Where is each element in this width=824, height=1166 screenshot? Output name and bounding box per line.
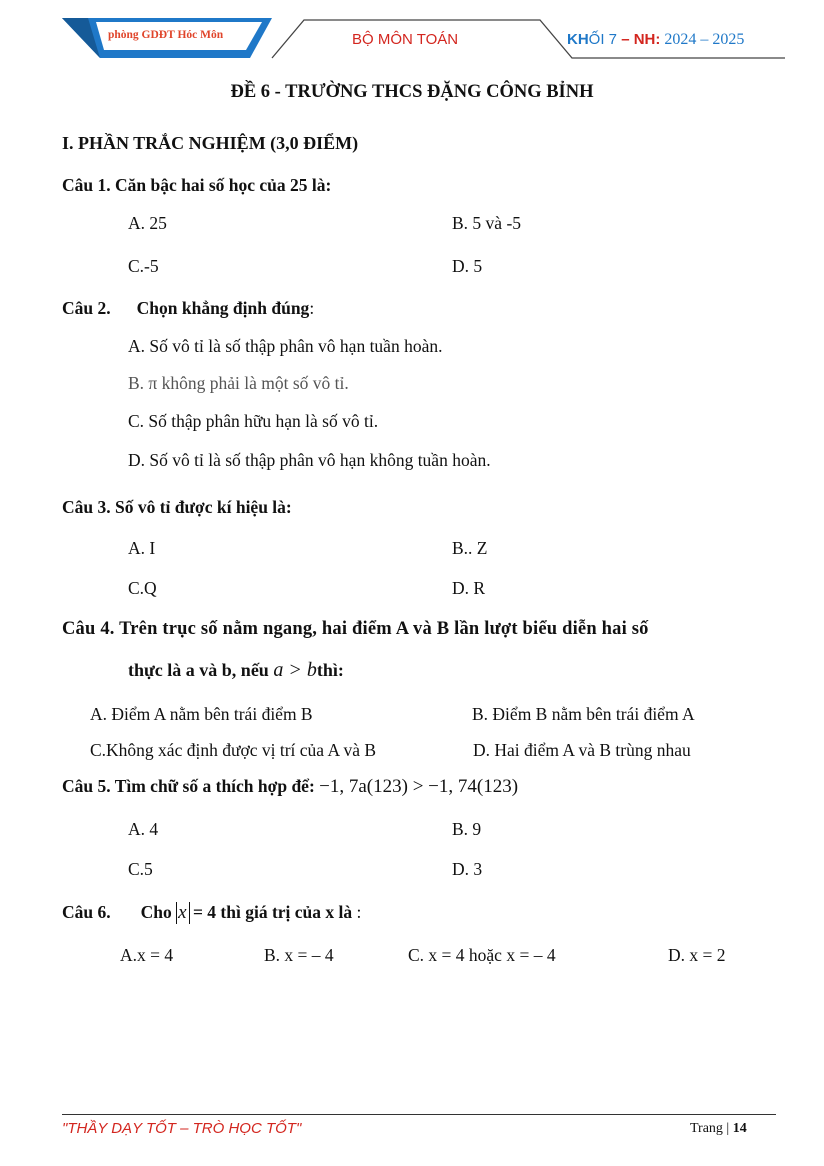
question-text-2: thực là a và b, nếu xyxy=(128,660,269,680)
question-1 xyxy=(62,175,331,196)
page-number-value: 14 xyxy=(732,1121,747,1136)
question-label: Câu 4. xyxy=(62,619,115,639)
question-text-3: thì: xyxy=(316,660,344,680)
question-label: Câu 5. xyxy=(62,776,111,796)
option-d: D. 3 xyxy=(452,859,483,879)
section-heading: I. PHẦN TRẮC NGHIỆM (3,0 ĐIỂM) xyxy=(62,133,359,153)
question-label: Câu 6. xyxy=(62,902,111,922)
question-4 xyxy=(62,619,649,640)
option-d: D. x = 2 xyxy=(668,945,726,965)
option-c: C.Không xác định được vị trí của A và B xyxy=(90,740,377,760)
option-d: D. Hai điểm A và B trùng nhau xyxy=(473,740,691,760)
grade-kh: KH xyxy=(567,31,589,48)
abs-bar-left xyxy=(176,902,177,924)
option-d: D. Số vô tỉ là số thập phân vô hạn không tuần hoàn. xyxy=(128,450,491,470)
question-4-line2 xyxy=(128,659,344,682)
header-subject: BỘ MÔN TOÁN xyxy=(352,31,459,48)
question-text-pre: Cho xyxy=(140,902,172,922)
question-label: Câu 1. xyxy=(62,175,111,195)
option-d: D. R xyxy=(452,578,486,598)
option-c: C.5 xyxy=(128,859,153,879)
question-text: Căn bậc hai số học của 25 là: xyxy=(115,175,332,195)
question-2 xyxy=(62,298,314,319)
question-3 xyxy=(62,497,292,518)
grade-dash: – xyxy=(617,31,634,48)
footer-slogan: "THẦY DẠY TỐT – TRÒ HỌC TỐT" xyxy=(62,1120,302,1137)
inequality-a-gt-b: a > b xyxy=(273,659,317,681)
grade-nh: NH: xyxy=(633,31,661,48)
variable-x: x xyxy=(178,902,187,923)
question-text-post: = 4 thì giá trị của x là xyxy=(192,902,353,922)
question-text: Số vô tỉ được kí hiệu là: xyxy=(115,497,292,517)
option-c: C.Q xyxy=(128,578,157,598)
option-b: B. π không phải là một số vô tỉ. xyxy=(128,373,349,393)
question-suffix: : xyxy=(309,298,315,318)
header-badge: phòng GDĐT Hóc Môn xyxy=(108,29,224,41)
question-5 xyxy=(62,776,518,798)
question-label: Câu 3. xyxy=(62,497,111,517)
question-6 xyxy=(62,902,361,924)
option-b: B. 9 xyxy=(452,819,482,839)
header-grade xyxy=(567,31,744,49)
grade-years: 2024 – 2025 xyxy=(660,31,745,48)
page-label: Trang | xyxy=(690,1121,730,1136)
option-b: B. 5 và -5 xyxy=(452,213,522,233)
grade-oi: ỐI 7 xyxy=(588,31,618,48)
expression: −1, 7a(123) > −1, 74(123) xyxy=(319,776,519,797)
option-b: B.. Z xyxy=(452,538,488,558)
option-a: A. Điểm A nằm bên trái điểm B xyxy=(90,704,313,724)
option-a: A. 4 xyxy=(128,819,159,839)
question-suffix: : xyxy=(352,902,362,922)
question-text: Tìm chữ số a thích hợp để: xyxy=(114,776,315,796)
page-title: ĐỀ 6 - TRƯỜNG THCS ĐẶNG CÔNG BỈNH xyxy=(230,82,594,102)
option-b: B. Điểm B nằm bên trái điểm A xyxy=(472,704,695,724)
page-number xyxy=(690,1121,747,1137)
question-text: Chọn khẳng định đúng xyxy=(136,298,310,318)
option-b: B. x = – 4 xyxy=(264,945,334,965)
question-text: Trên trục số nằm ngang, hai điểm A và B lần lượt biểu diễn hai số xyxy=(119,619,649,639)
option-c: C.-5 xyxy=(128,256,159,276)
option-c: C. x = 4 hoặc x = – 4 xyxy=(408,945,556,965)
option-a: A. Số vô tỉ là số thập phân vô hạn tuần hoàn. xyxy=(128,336,443,356)
footer-divider xyxy=(62,1114,776,1115)
option-d: D. 5 xyxy=(452,256,483,276)
option-a: A. 25 xyxy=(128,213,167,233)
abs-bar-right xyxy=(189,902,190,924)
option-a: A. I xyxy=(128,538,156,558)
question-label: Câu 2. xyxy=(62,298,111,318)
option-a: A.x = 4 xyxy=(120,945,174,965)
option-c: C. Số thập phân hữu hạn là số vô tỉ. xyxy=(128,411,379,431)
